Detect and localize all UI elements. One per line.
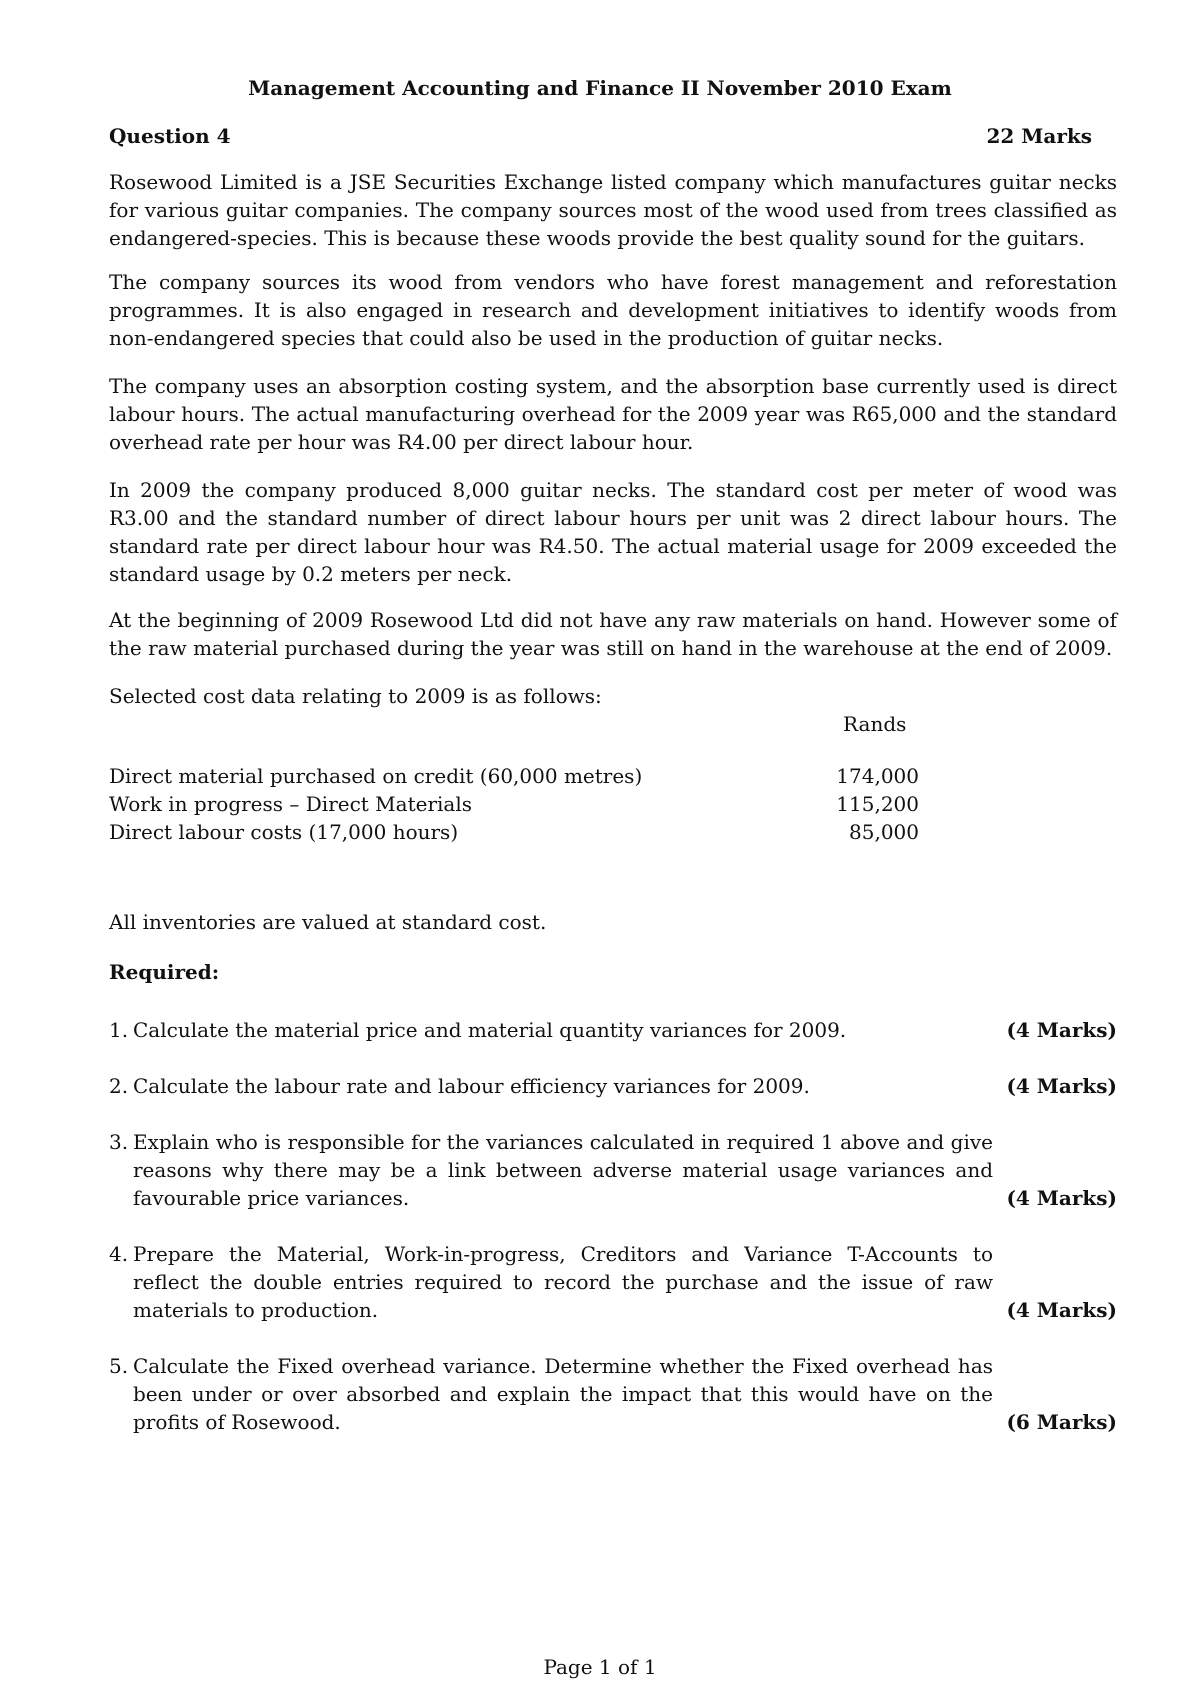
paragraph-sourcing: The company sources its wood from vendors who have forest management and reforestation programmes. It is also engaged in research and development initiatives to identify woods from non-endangered species that could also be used in the production of guitar necks. <box>109 270 1117 350</box>
cost-row <box>109 790 919 818</box>
cost-row <box>109 818 919 846</box>
required-item-marks: (4 Marks) <box>1006 1186 1117 1210</box>
required-item <box>109 1072 1117 1100</box>
page-footer: Page 1 of 1 <box>543 1655 657 1679</box>
cost-row-label: Work in progress – Direct Materials <box>109 792 472 816</box>
required-item-text: Prepare the Material, Work-in-progress, Creditors and Variance T-Accounts to reflect the double entries required to record the purchase and the issue of raw materials to production. <box>133 1242 993 1322</box>
cost-row-value: 85,000 <box>849 820 919 844</box>
required-item-number: 5. <box>109 1354 129 1378</box>
inventory-note: All inventories are valued at standard cost. <box>109 910 547 934</box>
paragraph-intro: Rosewood Limited is a JSE Securities Exchange listed company which manufactures guitar necks for various guitar companies. The company sources most of the wood used from trees classified as endangered-species. This is because these woods provide the best quality sound for the guitars. <box>109 170 1117 250</box>
required-item-number: 2. <box>109 1074 129 1098</box>
required-item-text: Calculate the labour rate and labour efficiency variances for 2009. <box>133 1074 810 1098</box>
required-item <box>109 1240 1117 1324</box>
question-label: Question 4 <box>109 124 231 148</box>
required-item-marks: (4 Marks) <box>1006 1298 1117 1322</box>
question-header <box>109 124 1092 148</box>
paragraph-inventory: At the beginning of 2009 Rosewood Ltd did not have any raw materials on hand. However some of the raw material purchased during the year was still on hand in the warehouse at the end of 2009. <box>109 608 1117 660</box>
paragraph-costing-system: The company uses an absorption costing system, and the absorption base currently used is direct labour hours. The actual manufacturing overhead for the 2009 year was R65,000 and the standard overhead rate per hour was R4.00 per direct labour hour. <box>109 374 1117 454</box>
required-item-text: Calculate the Fixed overhead variance. Determine whether the Fixed overhead has been under or over absorbed and explain the impact that this would have on the profits of Rosewood. <box>133 1354 993 1434</box>
required-item <box>109 1352 1117 1436</box>
required-item-number: 3. <box>109 1130 129 1154</box>
cost-table-currency-header: Rands <box>843 712 907 736</box>
cost-table <box>109 762 919 846</box>
question-marks: 22 Marks <box>986 124 1092 148</box>
required-heading: Required: <box>109 960 220 984</box>
cost-row-value: 174,000 <box>836 764 919 788</box>
paragraph-cost-data-intro: Selected cost data relating to 2009 is as follows: <box>109 684 602 708</box>
cost-row-label: Direct material purchased on credit (60,000 metres) <box>109 764 643 788</box>
required-item-marks: (6 Marks) <box>1006 1410 1117 1434</box>
cost-row-label: Direct labour costs (17,000 hours) <box>109 820 459 844</box>
required-item-text: Explain who is responsible for the variances calculated in required 1 above and give reasons why there may be a link between adverse material usage variances and favourable price variances. <box>133 1130 993 1210</box>
cost-row-value: 115,200 <box>836 792 919 816</box>
cost-row <box>109 762 919 790</box>
required-item <box>109 1016 1117 1044</box>
required-item-text: Calculate the material price and material quantity variances for 2009. <box>133 1018 847 1042</box>
required-item-number: 1. <box>109 1018 129 1042</box>
required-item-marks: (4 Marks) <box>1006 1018 1117 1042</box>
required-item <box>109 1128 1117 1212</box>
paragraph-production: In 2009 the company produced 8,000 guitar necks. The standard cost per meter of wood was R3.00 and the standard number of direct labour hours per unit was 2 direct labour hours. The standard rate per direct labour hour was R4.50. The actual material usage for 2009 exceeded the standard usage by 0.2 meters per neck. <box>109 478 1117 586</box>
page-title: Management Accounting and Finance II November 2010 Exam <box>248 76 952 100</box>
required-item-marks: (4 Marks) <box>1006 1074 1117 1098</box>
required-item-number: 4. <box>109 1242 129 1266</box>
